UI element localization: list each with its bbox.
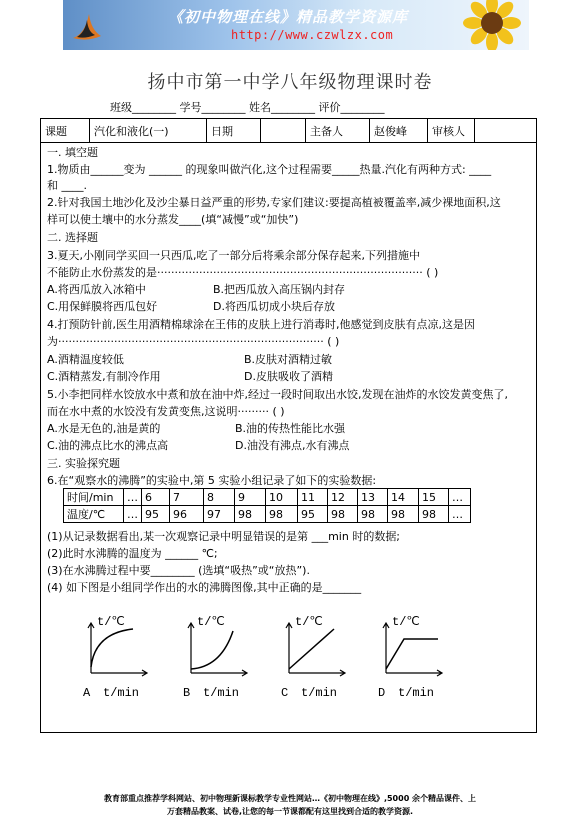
option-b: B.把西瓜放入高压锅内封存 <box>213 283 346 296</box>
option-c: C.油的沸点比水的沸点高 <box>47 439 169 452</box>
topic-label: 课题 <box>41 119 90 143</box>
graph-d-letter: D <box>378 686 386 700</box>
time-cell: 11 <box>298 489 328 506</box>
graph-d <box>376 611 446 701</box>
sunflower-icon <box>463 0 521 50</box>
data-table <box>63 488 471 523</box>
option-c: C.酒精蒸发,有制冷作用 <box>47 370 161 383</box>
time-cell: 10 <box>266 489 298 506</box>
time-cell: 7 <box>170 489 204 506</box>
time-cell: … <box>449 489 471 506</box>
temp-label-cell: 温度/℃ <box>64 506 124 523</box>
temp-cell: 98 <box>235 506 266 523</box>
graph-c-letter: C <box>281 686 289 700</box>
time-cell: 13 <box>358 489 388 506</box>
option-b: B.皮肤对酒精过敏 <box>244 353 333 366</box>
time-cell: 14 <box>388 489 419 506</box>
question-text: 4.打预防针前,医生用酒精棉球涂在王伟的皮肤上进行消毒时,他感觉到皮肤有点凉,这是因 <box>47 318 475 331</box>
temp-cell: 95 <box>298 506 328 523</box>
page-title: 扬中市第一中学八年级物理课时卷 <box>147 72 433 93</box>
option-d: D.皮肤吸收了酒精 <box>244 370 333 383</box>
option-a: A.酒精温度较低 <box>47 353 124 366</box>
preparer-label: 主备人 <box>306 119 370 143</box>
temp-cell: … <box>124 506 142 523</box>
site-logo-icon <box>67 4 105 44</box>
exam-sheet <box>40 118 537 733</box>
reviewer-value <box>475 119 538 143</box>
option-c: C.用保鲜膜将西瓜包好 <box>47 300 158 313</box>
footer-line: 教育部重点推荐学科网站、初中物理新课标教学专业性网站…《初中物理在线》,5000 余个精品课件、上 <box>103 794 477 803</box>
section-heading: 一. 填空题 <box>47 146 98 159</box>
graph-d-ylabel: t/℃ <box>392 615 420 629</box>
question-text: 和 ____. <box>47 179 87 192</box>
graph-a <box>81 611 151 701</box>
option-a: A.水是无色的,油是黄的 <box>47 422 161 435</box>
banner-url[interactable]: http://www.czwlzx.com <box>231 28 394 42</box>
question-text: 不能防止水份蒸发的是············································································ ( ) <box>47 266 439 279</box>
header-row <box>41 119 536 143</box>
temp-cell: … <box>449 506 471 523</box>
graph-a-xlabel: t/min <box>103 686 140 700</box>
subquestion-text: (4) 如下图是小组同学作出的水的沸腾图像,其中正确的是_______ <box>47 581 362 594</box>
graph-a-ylabel: t/℃ <box>97 615 125 629</box>
option-b: B.油的传热性能比水强 <box>235 422 346 435</box>
graph-c-ylabel: t/℃ <box>295 615 323 629</box>
option-a: A.将西瓜放入冰箱中 <box>47 283 146 296</box>
option-d: D.油没有沸点,水有沸点 <box>235 439 350 452</box>
question-text: 样可以使土壤中的水分蒸发____(填“减慢”或“加快”) <box>47 213 299 226</box>
subquestion-text: (1)从记录数据看出,某一次观察记录中明显错误的是第 ___min 时的数据; <box>47 530 401 543</box>
section-heading: 二. 选择题 <box>47 231 98 244</box>
graph-a-letter: A <box>83 686 91 700</box>
time-cell: 8 <box>204 489 235 506</box>
graph-d-xlabel: t/min <box>398 686 435 700</box>
temp-cell: 98 <box>388 506 419 523</box>
question-text: 1.物质由______变为 ______ 的现象叫做汽化,这个过程需要_____热量.汽化有两种方式: ____ <box>47 163 492 176</box>
table-row <box>64 489 471 506</box>
graph-b-xlabel: t/min <box>203 686 240 700</box>
reviewer-label: 审核人 <box>428 119 475 143</box>
time-label-cell: 时间/min <box>64 489 124 506</box>
graph-b <box>181 611 251 701</box>
graph-b-letter: B <box>183 686 191 700</box>
question-text: 3.夏天,小刚同学买回一只西瓜,吃了一部分后将乘余部分保存起来,下列措施中 <box>47 249 420 262</box>
time-cell: 15 <box>419 489 449 506</box>
footer-line: 万套精品教案、试卷,让您的每一节课都配有这里找到合适的教学资源. <box>166 807 414 816</box>
banner-title: 《初中物理在线》精品教学资源库 <box>168 8 409 26</box>
temp-cell: 98 <box>358 506 388 523</box>
temp-cell: 98 <box>328 506 358 523</box>
table-row <box>64 506 471 523</box>
temp-cell: 97 <box>204 506 235 523</box>
question-text: 而在水中煮的水饺没有发黄变焦,这说明········· ( ) <box>47 405 285 418</box>
option-d: D.将西瓜切成小块后存放 <box>213 300 335 313</box>
topic-value: 汽化和液化(一) <box>90 119 207 143</box>
temp-cell: 95 <box>142 506 170 523</box>
question-text: 6.在“观察水的沸腾”的实验中,第 5 实验小组记录了如下的实验数据: <box>47 474 377 487</box>
question-text: 5.小李把同样水饺放水中煮和放在油中炸,经过一段时间取出水饺,发现在油炸的水饺发黄变焦了, <box>47 388 508 401</box>
graph-c <box>279 611 349 701</box>
time-cell: 12 <box>328 489 358 506</box>
graph-c-xlabel: t/min <box>301 686 338 700</box>
header-banner <box>63 0 529 50</box>
time-cell: 9 <box>235 489 266 506</box>
subquestion-text: (3)在水沸腾过程中要________ (选填“吸热”或“放热”). <box>47 564 310 577</box>
time-cell: … <box>124 489 142 506</box>
time-cell: 6 <box>142 489 170 506</box>
question-text: 为············································································ ( ) <box>47 335 340 348</box>
page-footer <box>0 792 580 818</box>
section-heading: 三. 实验探究题 <box>47 457 120 470</box>
subquestion-text: (2)此时水沸腾的温度为 ______ ℃; <box>47 547 218 560</box>
date-label: 日期 <box>207 119 261 143</box>
date-value <box>261 119 306 143</box>
question-text: 2.针对我国土地沙化及沙尘暴日益严重的形势,专家们建议:要提高植被覆盖率,减少裸地面积,这 <box>47 196 501 209</box>
graph-b-ylabel: t/℃ <box>197 615 225 629</box>
student-info-fields: 班级________ 学号________ 姓名________ 评价________ <box>110 101 385 114</box>
preparer-value: 赵俊峰 <box>370 119 428 143</box>
temp-cell: 96 <box>170 506 204 523</box>
temp-cell: 98 <box>419 506 449 523</box>
temp-cell: 98 <box>266 506 298 523</box>
